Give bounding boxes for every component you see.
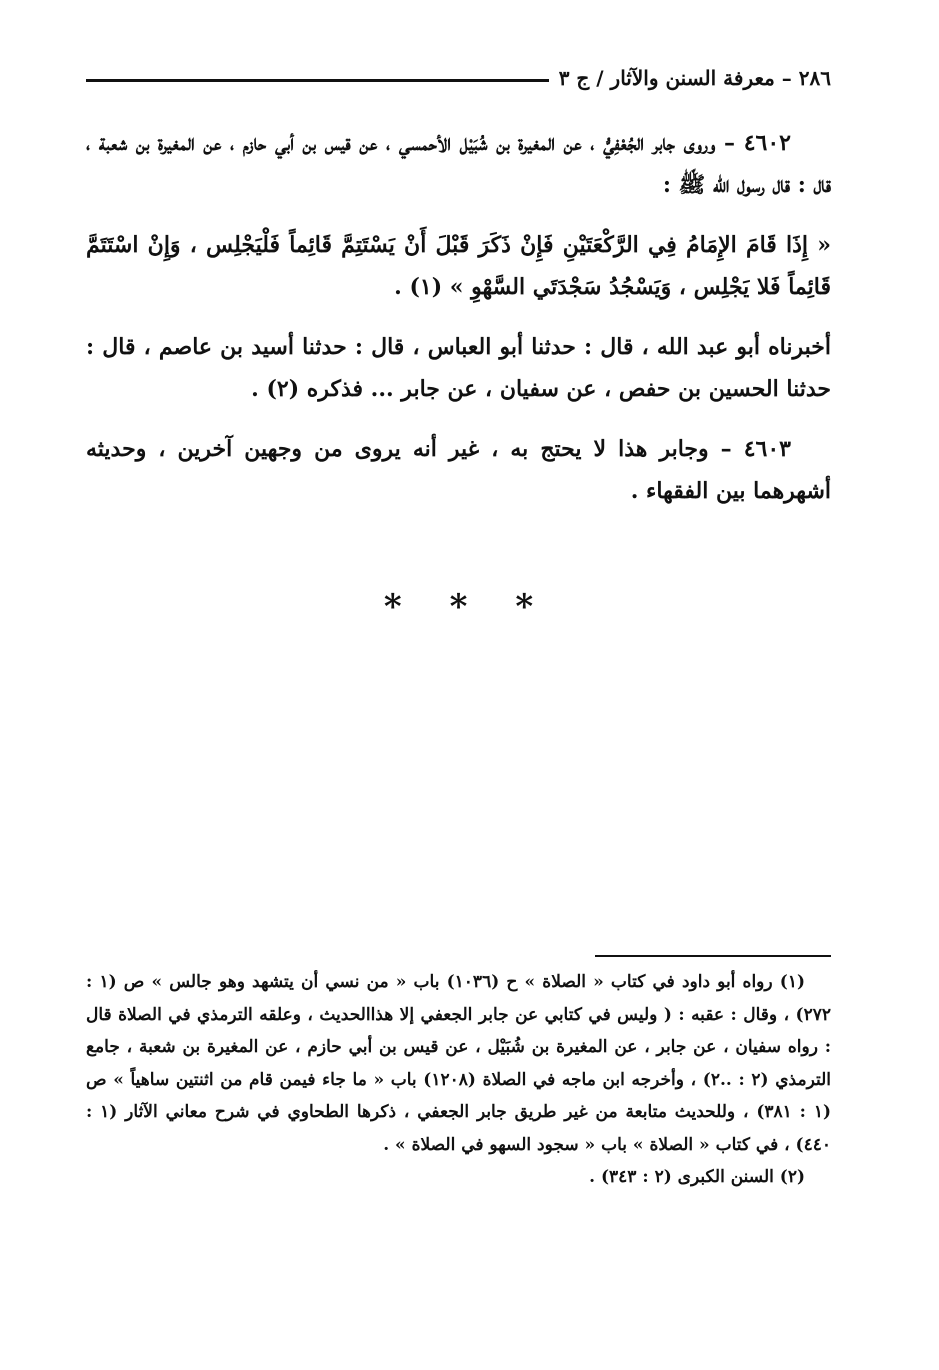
- paragraph-hadith-text: « إِذَا قَامَ الإِمَامُ فِي الرَّكْعَتَيْنِ فَإِنْ ذَكَرَ قَبْلَ أَنْ يَسْتَتِمَّ قَائِماً فَلْيَجْلِس ، وَإِنْ اسْتَتَمَّ قَائِماً فَلا يَجْلِس ، وَيَسْجُدُ سَجْدَتَي السَّهْوِ » (١) .: [86, 232, 831, 300]
- page-header-title: ٢٨٦ – معرفة السنن والآثار / ج ٣: [558, 66, 831, 90]
- paragraph-isnad: أخبرناه أبو عبد الله ، قال : حدثنا أبو العباس ، قال : حدثنا أسيد بن عاصم ، قال : حدثنا الحسين بن حفص ، عن سفيان ، عن جابر ... فذكره (٢) .: [86, 334, 831, 402]
- body-text: [86, 122, 831, 512]
- asterisk-1: *: [383, 587, 402, 627]
- paragraph-hadith-4603: ٤٦٠٣ – وجابر هذا لا يحتج به ، غير أنه يروى من وجهين آخرين ، وحديثه أشهرهما بين الفقهاء .: [86, 436, 831, 504]
- footnote-rule: [595, 955, 831, 957]
- header-rule: [86, 79, 549, 82]
- section-separator: [86, 587, 831, 627]
- footnote-2: (٢) السنن الكبرى (٢ : ٣٤٣) .: [589, 1167, 805, 1187]
- asterisk-2: *: [449, 587, 468, 627]
- footnotes: [86, 966, 831, 1194]
- running-head: [86, 58, 831, 88]
- asterisk-3: *: [515, 587, 534, 627]
- footnote-1: (١) رواه أبو داود في كتاب « الصلاة » ح (١٠٣٦) باب « من نسي أن يتشهد وهو جالس » ص (١ : ٢٧٢) ، وقال : عقبه : ( وليس في كتابي عن جابر الجعفي إلا هذاالحديث ، وعلقه الترمذي في الصلاة قال : رواه سفيان ، عن جابر ، عن المغيرة بن شُبَيْل ، عن قيس بن أبي حازم ، عن المغيرة بن شعبة ، جامع الترمذي (٢ : ..٢) ، وأخرجه ابن ماجه في الصلاة (١٢٠٨) باب « ما جاء فيمن قام من اثنتين ساهياً » ص (١ : ٣٨١) ، وللحديث متابعة من غير طريق جابر الجعفي ، ذكرها الطحاوي في شرح معاني الآثار (١ : ٤٤٠) ، في كتاب « الصلاة » باب « سجود السهو في الصلاة » .: [86, 972, 831, 1155]
- paragraph-hadith-4602: ٤٦٠٢ – وروى جابر الجُعْفِيُّ ، عن المغيرة بن شُبَيْل الأحمسي ، عن قيس بن أبي حازم ، عن المغيرة بن شعبة ، قال : قال رسول الله ﷺ :: [86, 130, 831, 198]
